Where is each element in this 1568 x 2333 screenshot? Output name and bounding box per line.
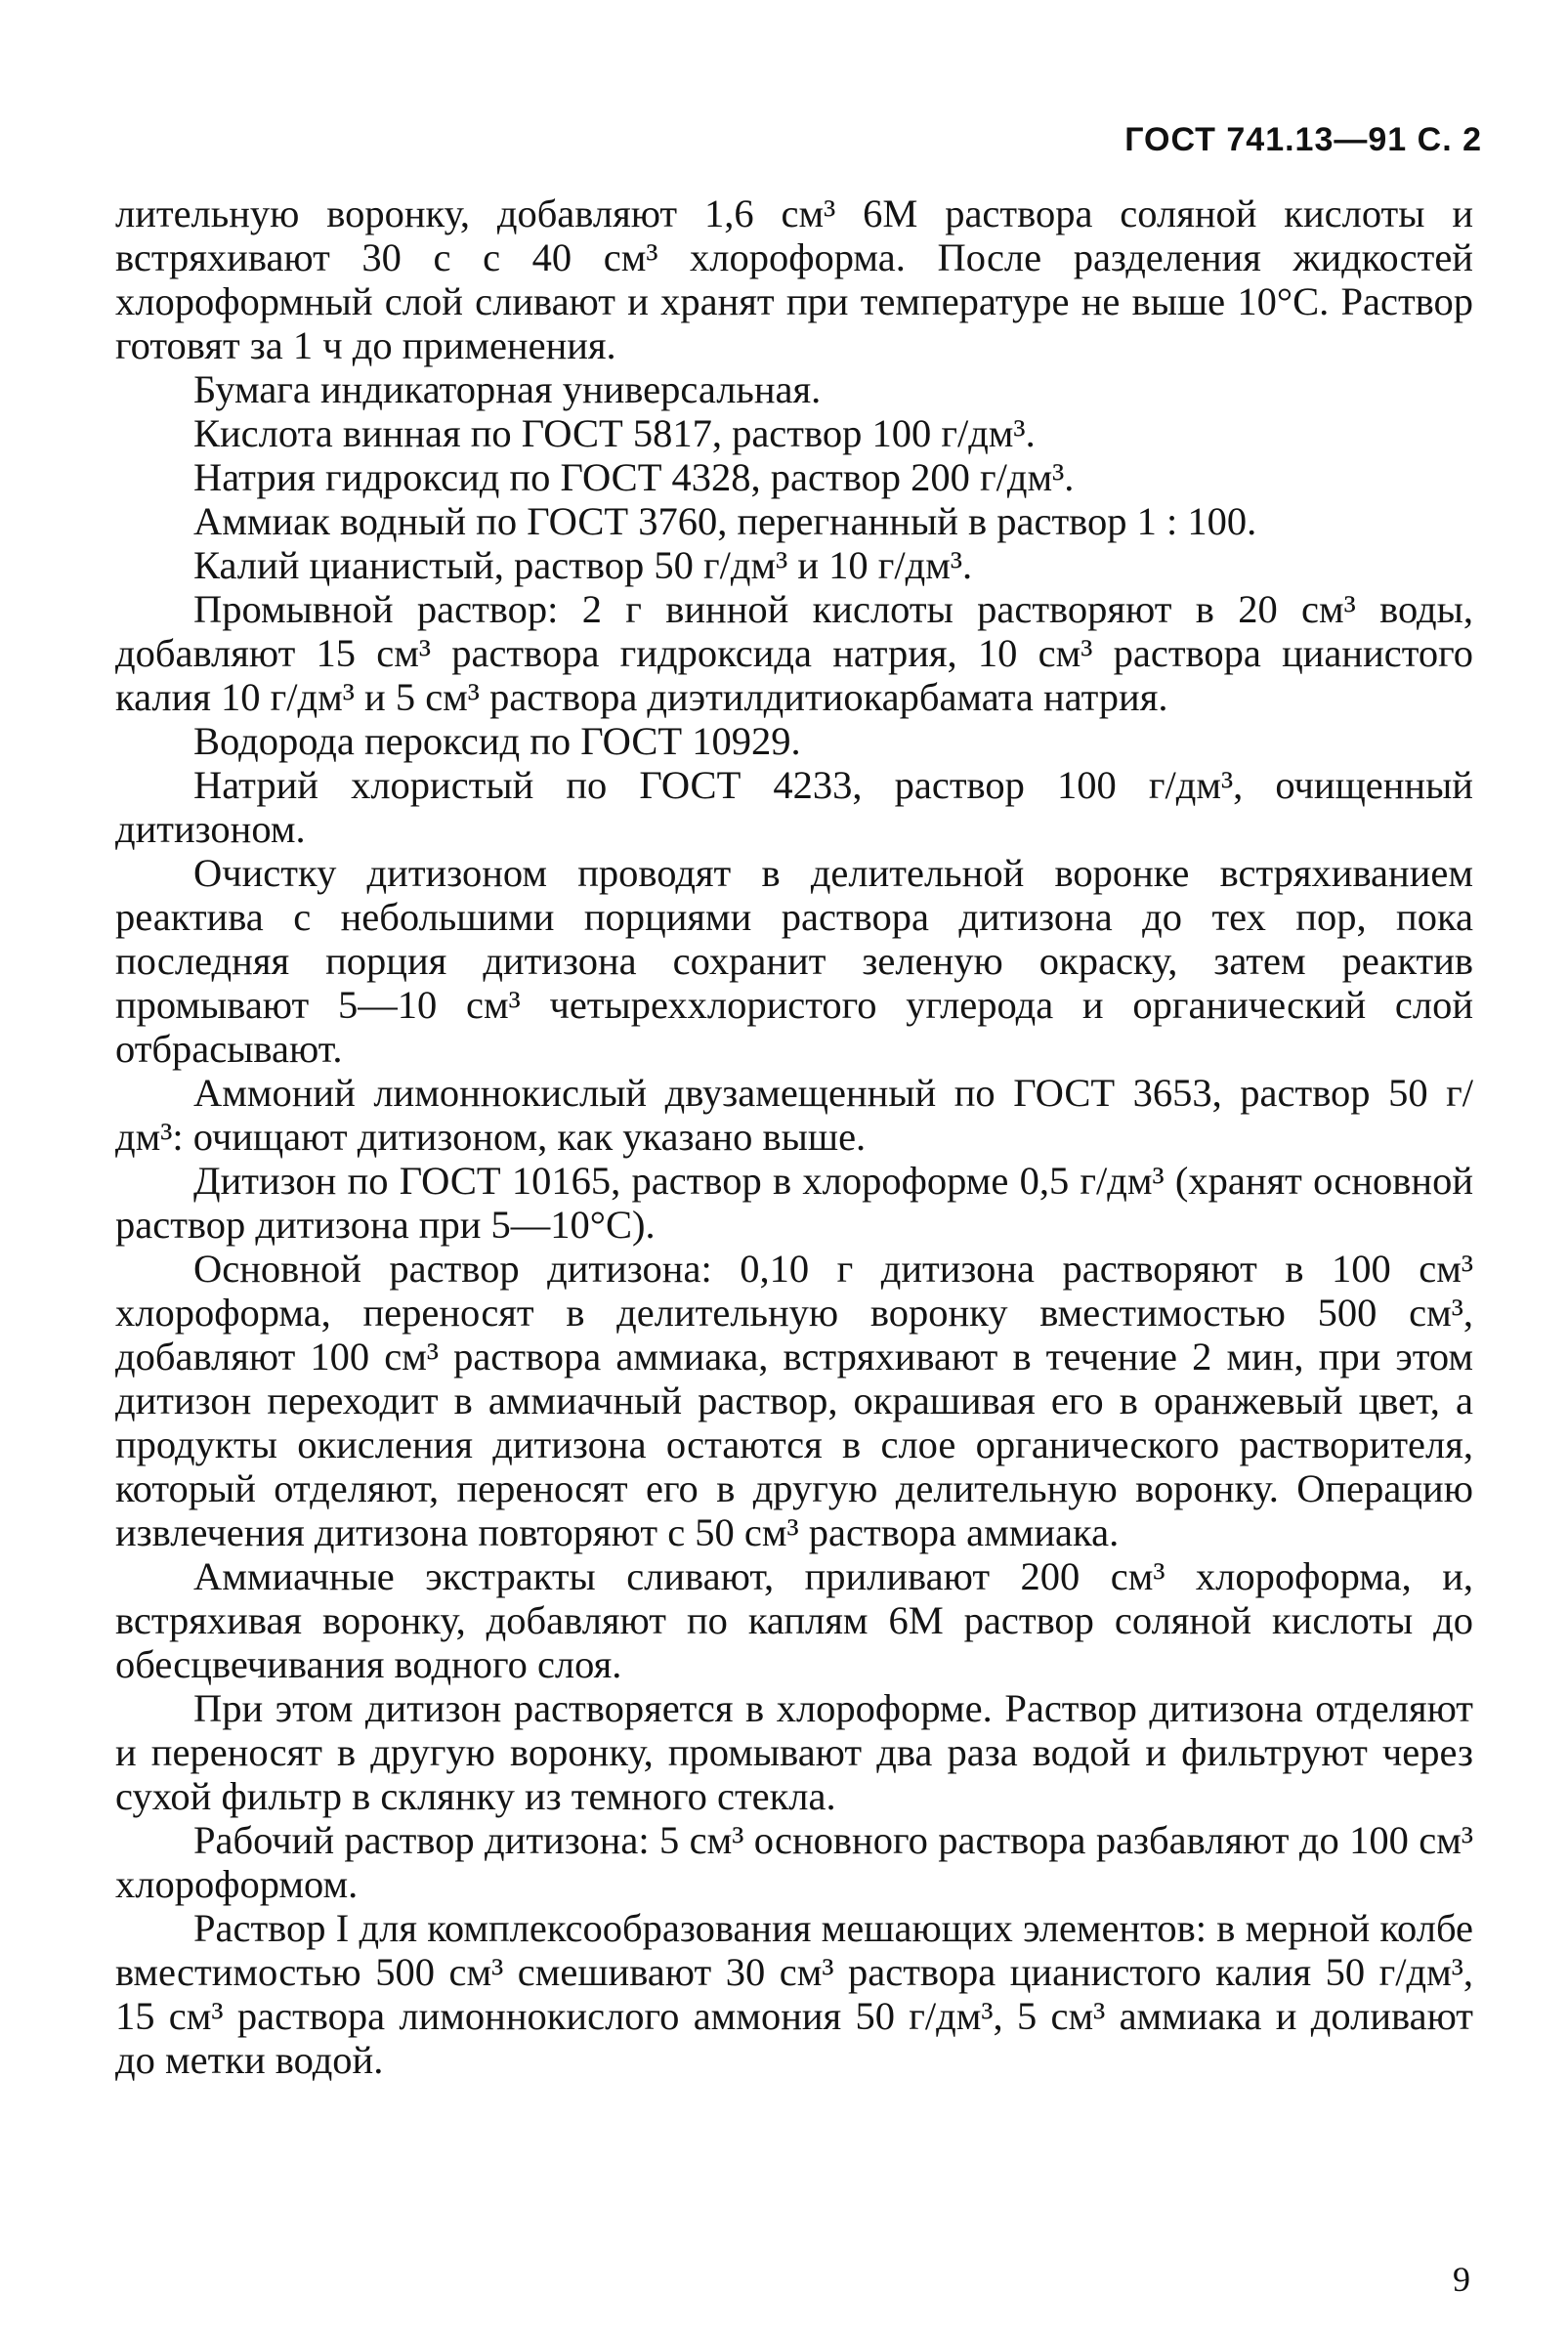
paragraph-dithizone: Дитизон по ГОСТ 10165, раствор в хлороформе 0,5 г/дм³ (хранят основной раствор дитизона при 5—10°С). [115,1159,1473,1247]
page-number: 9 [1453,2260,1470,2299]
page-header: ГОСТ 741.13—91 С. 2 [1124,121,1482,158]
paragraph-ammonia: Аммиак водный по ГОСТ 3760, перегнанный в раствор 1 : 100. [193,499,1257,543]
paragraph-hydrogen-peroxide: Водорода пероксид по ГОСТ 10929. [193,719,801,763]
paragraph-working-dithizone: Рабочий раствор дитизона: 5 см³ основного раствора разбавляют до 100 см³ хлороформом. [115,1818,1473,1906]
paragraph-dithizone-dissolving: При этом дитизон растворяется в хлороформе. Раствор дитизона отделяют и переносят в другую воронку, промывают два раза водой и фильтруют через сухой фильтр в склянку из темного стекла. [115,1686,1473,1818]
paragraph-stock-dithizone: Основной раствор дитизона: 0,10 г дитизона растворяют в 100 см³ хлороформа, переносят в делительную воронку вместимостью 500 см³, добавляют 100 см³ раствора аммиака, встряхивают в течение 2 мин, при этом дитизон переходит в аммиачный раствор, окрашивая его в оранжевый цвет, а продукты окисления дитизона остаются в слое органического растворителя, который отделяют, переносят его в другую делительную воронку. Операцию извлечения дитизона повторяют с 50 см³ раствора аммиака. [115,1247,1473,1554]
paragraph-ammonia-extracts: Аммиачные экстракты сливают, приливают 200 см³ хлороформа, и, встряхивая воронку, добавляют по каплям 6М раствор соляной кислоты до обесцвечивания водного слоя. [115,1554,1473,1686]
paragraph-dithizone-cleaning: Очистку дитизоном проводят в делительной воронке встряхиванием реактива с небольшими порциями раствора дитизона до тех пор, пока последняя порция дитизона сохранит зеленую окраску, затем реактив промывают 5—10 см³ четыреххлористого углерода и органический слой отбрасывают. [115,851,1473,1071]
paragraph-tartaric-acid: Кислота винная по ГОСТ 5817, раствор 100 г/дм³. [193,411,1036,455]
paragraph-indicator-paper: Бумага индикаторная универсальная. [193,367,822,411]
paragraph-sodium-hydroxide: Натрия гидроксид по ГОСТ 4328, раствор 200 г/дм³. [193,455,1075,499]
paragraph-wash-solution: Промывной раствор: 2 г винной кислоты растворяют в 20 см³ воды, добавляют 15 см³ раствора гидроксида натрия, 10 см³ раствора цианистого калия 10 г/дм³ и 5 см³ раствора диэтилдитиокарбамата натрия. [115,587,1473,719]
paragraph-solution-one: Раствор I для комплексообразования мешающих элементов: в мерной колбе вместимостью 500 см³ смешивают 30 см³ раствора цианистого калия 50 г/дм³, 15 см³ раствора лимоннокислого аммония 50 г/дм³, 5 см³ аммиака и доливают до метки водой. [115,1906,1473,2082]
paragraph-potassium-cyanide: Калий цианистый, раствор 50 г/дм³ и 10 г/дм³. [193,543,973,587]
paragraph-ammonium-citrate: Аммоний лимоннокислый двузамещенный по ГОСТ 3653, раствор 50 г/дм³: очищают дитизоном, как указано выше. [115,1071,1473,1159]
paragraph-sodium-chloride: Натрий хлористый по ГОСТ 4233, раствор 100 г/дм³, очищенный дитизоном. [115,763,1473,851]
document-body [115,191,1473,2082]
paragraph-continued: лительную воронку, добавляют 1,6 см³ 6М раствора соляной кислоты и встряхивают 30 с с 40 см³ хлороформа. После разделения жидкостей хлороформный слой сливают и хранят при температуре не выше 10°С. Раствор готовят за 1 ч до применения. [115,191,1473,367]
